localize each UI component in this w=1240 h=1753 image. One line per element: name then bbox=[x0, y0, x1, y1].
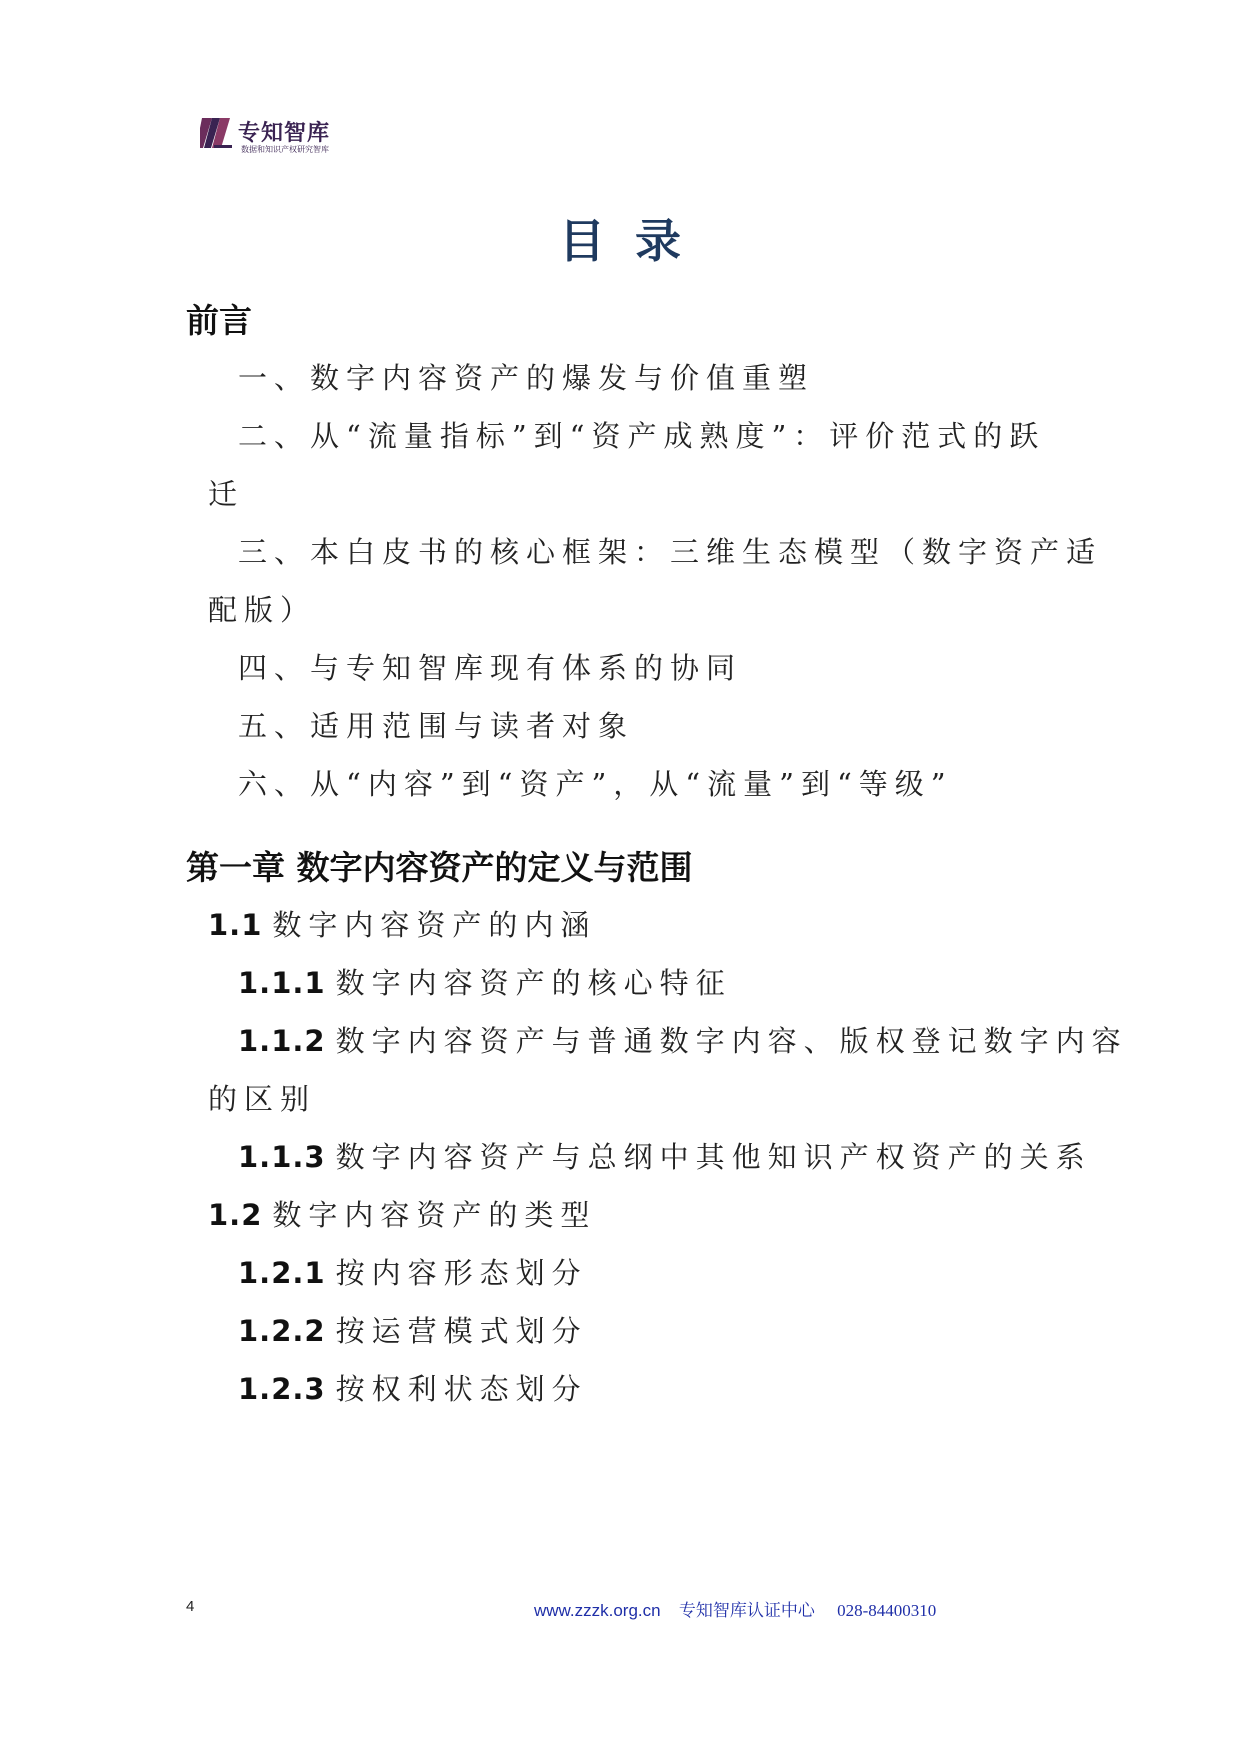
toc-entry[interactable]: 四、与专知智库现有体系的协同 bbox=[238, 651, 743, 685]
toc-entry[interactable]: 1.2.3 按权利状态划分 bbox=[238, 1372, 588, 1406]
zz-logo-icon bbox=[200, 116, 234, 150]
footer-phone: 028-84400310 bbox=[837, 1601, 937, 1620]
toc-entry-wrap[interactable]: 的区别 bbox=[208, 1082, 317, 1116]
logo bbox=[200, 116, 400, 156]
toc-entry[interactable]: 1.1.3 数字内容资产与总纲中其他知识产权资产的关系 bbox=[238, 1140, 1092, 1174]
toc-entry-wrap[interactable]: 迁 bbox=[208, 477, 245, 511]
toc-entry[interactable]: 1.1.1 数字内容资产的核心特征 bbox=[238, 966, 732, 1000]
logo-name: 专知智库 bbox=[238, 121, 331, 146]
toc-heading-preface: 前言 bbox=[186, 301, 252, 340]
toc-entry[interactable]: 1.2 数字内容资产的类型 bbox=[208, 1198, 597, 1232]
footer bbox=[534, 1596, 936, 1621]
toc-entry[interactable]: 二、从“流量指标”到“资产成熟度”：评价范式的跃 bbox=[238, 419, 1046, 453]
toc-entry[interactable]: 1.2.1 按内容形态划分 bbox=[238, 1256, 588, 1290]
toc-entry[interactable]: 1.1 数字内容资产的内涵 bbox=[208, 908, 597, 942]
toc-entry[interactable]: 1.2.2 按运营模式划分 bbox=[238, 1314, 588, 1348]
toc-entry[interactable]: 六、从“内容”到“资产”，从“流量”到“等级” bbox=[238, 767, 953, 801]
toc-entry[interactable]: 五、适用范围与读者对象 bbox=[238, 709, 635, 743]
toc-entry[interactable]: 1.1.2 数字内容资产与普通数字内容、版权登记数字内容 bbox=[238, 1024, 1128, 1058]
logo-tagline: 数据和知识产权研究智库 bbox=[241, 145, 329, 154]
toc-entry[interactable]: 三、本白皮书的核心框架：三维生态模型（数字资产适 bbox=[238, 535, 1103, 569]
page-number: 4 bbox=[186, 1598, 195, 1615]
toc-heading-chapter-1: 第一章 数字内容资产的定义与范围 bbox=[186, 848, 693, 887]
footer-url[interactable]: www.zzzk.org.cn bbox=[534, 1601, 661, 1620]
footer-org: 专知智库认证中心 bbox=[678, 1601, 815, 1620]
toc-entry[interactable]: 一、数字内容资产的爆发与价值重塑 bbox=[238, 361, 815, 395]
toc-entry-wrap[interactable]: 配版） bbox=[208, 593, 317, 627]
page-title: 目录 bbox=[559, 214, 711, 268]
